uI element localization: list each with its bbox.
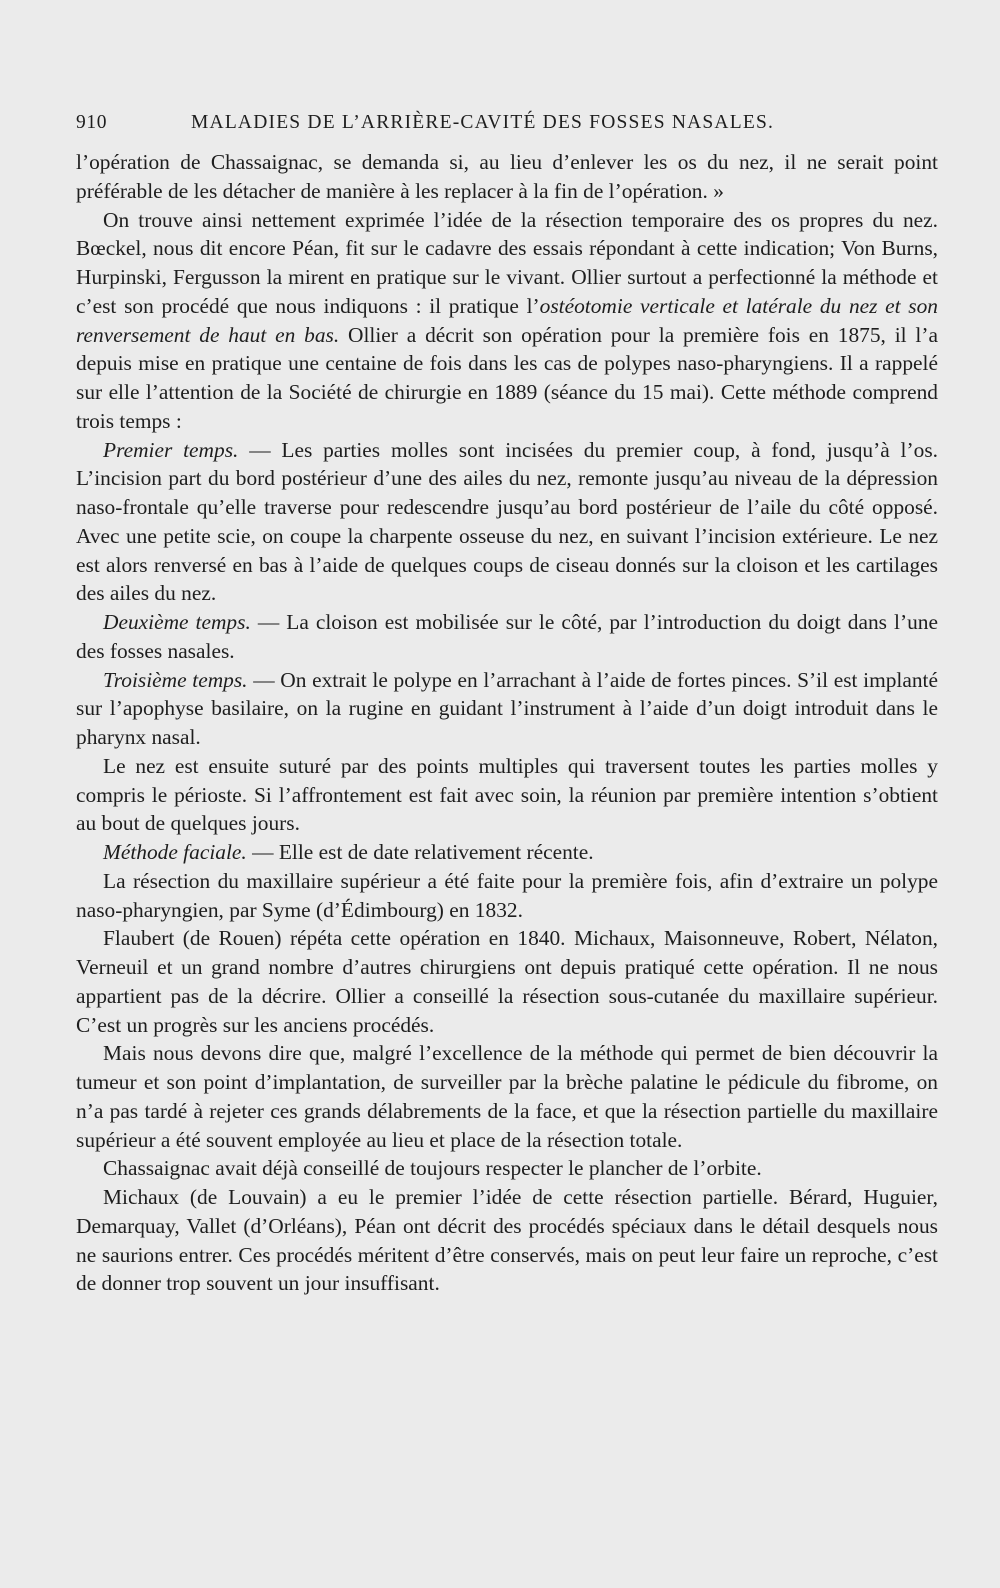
paragraph-text: — On extrait le polype en l’arrachant à l’aide de fortes pinces. S’il est implanté sur l’apophyse basilaire, on la rugine en guidant l’instrument à l’aide d’un doigt introduit dans le pharynx nasal. bbox=[76, 667, 938, 749]
page-number: 910 bbox=[76, 112, 108, 133]
paragraph bbox=[76, 436, 938, 609]
running-head bbox=[76, 112, 938, 146]
paragraph-text: Le nez est ensuite suturé par des points multiples qui traversent toutes les parties molles y compris le périoste. Si l’affrontement est fait avec soin, la réunion par première intention s’obtient au bout de quelques jours. bbox=[76, 753, 938, 836]
paragraph-text: — Elle est de date relativement récente. bbox=[246, 840, 594, 864]
paragraph-text: — Les parties molles sont incisées du premier coup, à fond, jusqu’à l’os. L’incision part du bord postérieur d’une des ailes du nez, remonte jusqu’au niveau de la dépression naso-frontale qu’elle traverse pour redescendre jusqu’au bord postérieur de l’aile du côté opposé. Avec une petite scie, on coupe la charpente osseuse du nez, en suivant l’incision extérieure. Le nez est alors renversé en bas à l’aide de quelques coups de ciseau donnés sur la cloison et les cartilages des ailes du nez. bbox=[76, 437, 938, 606]
section-label: Méthode faciale. bbox=[103, 840, 247, 864]
section-label: Premier temps. bbox=[103, 437, 239, 462]
paragraph bbox=[76, 1039, 938, 1154]
paragraph-text: Michaux (de Louvain) a eu le premier l’idée de cette résection partielle. Bérard, Huguier, Demarquay, Vallet (d’Orléans), Péan ont décrit des procédés spéciaux dans le détail desquels nous ne saurions entrer. Ces procédés méritent d’être conservés, mais on peut leur faire un reproche, c’est de donner trop souvent un jour insuffisant. bbox=[76, 1185, 938, 1296]
paragraph bbox=[76, 838, 938, 867]
paragraph-text: Mais nous devons dire que, malgré l’excellence de la méthode qui permet de bien découvrir la tumeur et son point d’implantation, de surveiller par la brèche palatine le pédicule du fibrome, on n’a pas tardé à rejeter ces grands délabrements de la face, et que la résection partielle du maxillaire supérieur a été souvent employée au lieu et place de la résection totale. bbox=[76, 1041, 938, 1152]
paragraph bbox=[76, 148, 938, 206]
paragraph-text: — La cloison est mobilisée sur le côté, par l’introduction du doigt dans l’une des fosses nasales. bbox=[76, 610, 938, 663]
paragraph bbox=[76, 924, 938, 1039]
paragraph-text: Ollier a décrit son opération pour la première fois en 1875, il l’a depuis mise en pratique une centaine de fois dans les cas de polypes naso-pharyngiens. Il a rappelé sur elle l’attention de la Société de chirurgie en 1889 (séance du 15 mai). Cette méthode comprend trois temps : bbox=[76, 322, 938, 433]
paragraph-text: La résection du maxillaire supérieur a été faite pour la première fois, afin d’extraire un polype naso-pharyngien, par Syme (d’Édimbourg) en 1832. bbox=[76, 868, 938, 922]
section-label: Deuxième temps. bbox=[103, 610, 251, 634]
paragraph bbox=[76, 666, 938, 752]
paragraph-text: Flaubert (de Rouen) répéta cette opération en 1840. Michaux, Maisonneuve, Robert, Nélaton, Verneuil et un grand nombre d’autres chirurgiens ont depuis pratiqué cette opération. Il ne nous appartient pas de la décrire. Ollier a conseillé la résection sous-cutanée du maxillaire supérieur. C’est un progrès sur les anciens procédés. bbox=[76, 926, 938, 1037]
italic-phrase: ostéotomie verticale et latérale du nez et son renversement de haut en bas. bbox=[76, 293, 938, 347]
paragraph-text: On trouve ainsi nettement exprimée l’idée de la résection temporaire des os propres du nez. Bœckel, nous dit encore Péan, fit sur le cadavre des essais répondant à cette indication; Von Burns, Hurpinski, Fergusson la mirent en pratique sur le vivant. Ollier surtout a perfectionné la méthode et c’est son procédé que nous indiquons : il pratique l’ bbox=[76, 207, 938, 318]
section-label: Troisième temps. bbox=[103, 667, 248, 692]
paragraph bbox=[76, 752, 938, 838]
paragraph bbox=[76, 867, 938, 925]
body-text bbox=[76, 148, 938, 1298]
paragraph-text: l’opération de Chassaignac, se demanda si, au lieu d’enlever les os du nez, il ne serait point préférable de les détacher de manière à les replacer à la fin de l’opération. » bbox=[76, 150, 938, 203]
paragraph bbox=[76, 206, 938, 436]
paragraph bbox=[76, 608, 938, 666]
paragraph bbox=[76, 1154, 938, 1183]
running-title: MALADIES DE L’ARRIÈRE-CAVITÉ DES FOSSES NASALES. bbox=[191, 112, 775, 133]
paragraph-text: Chassaignac avait déjà conseillé de toujours respecter le plancher de l’orbite. bbox=[103, 1156, 762, 1181]
paragraph bbox=[76, 1183, 938, 1298]
